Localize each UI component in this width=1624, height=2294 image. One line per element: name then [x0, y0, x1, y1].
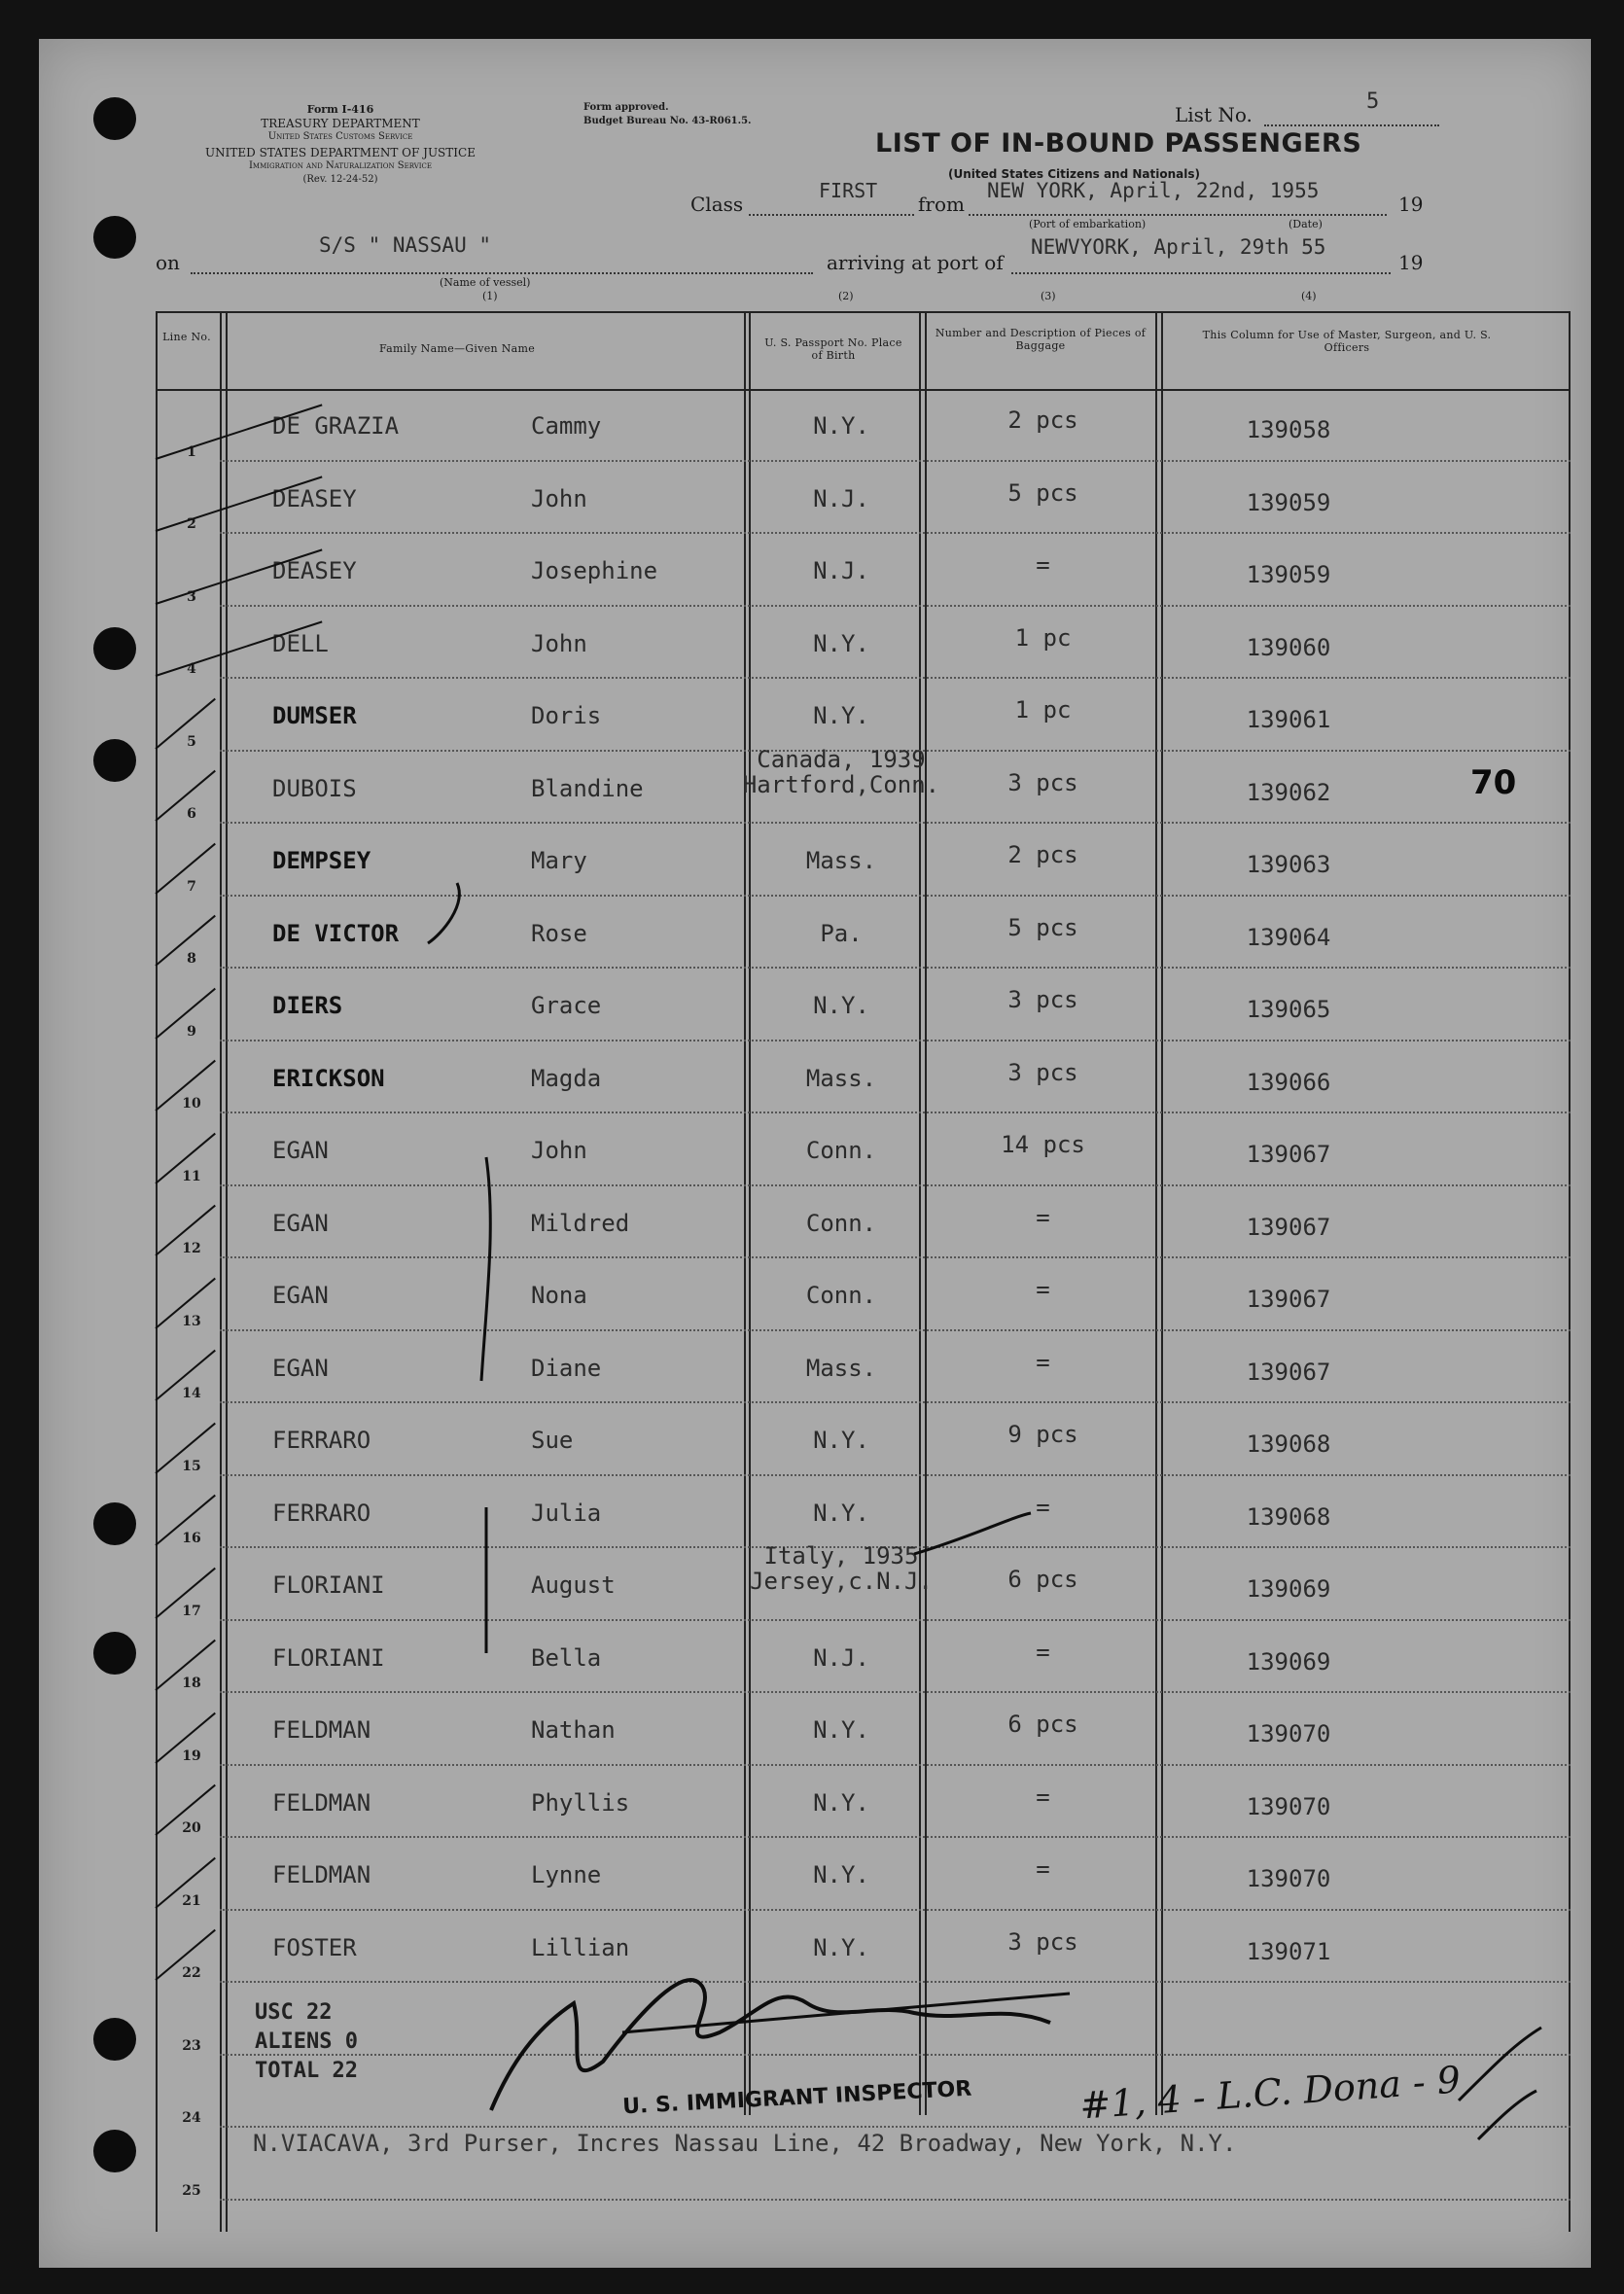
family-name: DEASEY	[272, 484, 357, 512]
given-name: Grace	[531, 992, 602, 1019]
baggage-count: 14 pcs	[1001, 1131, 1085, 1158]
family-name: FERRARO	[272, 1427, 371, 1454]
list-number-value: 5	[1366, 89, 1380, 114]
place-of-birth: N.Y.	[813, 629, 869, 657]
line-number: 14	[182, 1386, 201, 1401]
class-label: Class	[690, 193, 744, 216]
baggage-count: =	[1036, 1782, 1050, 1811]
line-number: 10	[182, 1096, 201, 1112]
table-row	[156, 1766, 1571, 1839]
place-of-birth-note: Italy, 1935	[763, 1542, 919, 1570]
page-subtitle: (United States Citizens and Nationals)	[948, 167, 1200, 181]
col-num-1: (1)	[482, 290, 498, 302]
binder-hole-1	[93, 97, 136, 140]
officer-number: 139071	[1246, 1937, 1331, 1965]
line-number: 23	[182, 2037, 201, 2054]
officer-number: 139067	[1246, 1213, 1331, 1241]
binder-hole-2	[93, 216, 136, 259]
budget-bureau-label: Budget Bureau No. 43-R061.5.	[583, 116, 752, 126]
form-approved-label: Form approved.	[583, 102, 669, 113]
table-row	[156, 1186, 1571, 1259]
list-number-label: List No.	[1175, 103, 1253, 126]
form-number: Form I-416	[306, 103, 374, 116]
given-name: Sue	[531, 1427, 574, 1454]
place-of-birth: Mass.	[805, 1354, 877, 1382]
line-number: 3	[187, 588, 196, 605]
given-name: John	[531, 1137, 587, 1164]
given-name: Lillian	[531, 1933, 630, 1961]
baggage-count: =	[1036, 1855, 1050, 1883]
place-of-birth: Conn.	[805, 1209, 877, 1237]
baggage-count: =	[1036, 1638, 1050, 1666]
officer-number: 139068	[1246, 1502, 1331, 1531]
given-name: Bella	[531, 1643, 602, 1672]
place-of-birth: Mass.	[805, 847, 877, 874]
family-name: EGAN	[272, 1137, 329, 1164]
given-name: Cammy	[531, 412, 602, 440]
table-row	[156, 969, 1571, 1041]
family-name: EGAN	[272, 1209, 329, 1237]
officer-number: 139070	[1246, 1792, 1331, 1820]
table-row	[156, 1542, 1571, 1621]
officer-number: 139069	[1246, 1647, 1331, 1676]
line-number: 25	[182, 2182, 201, 2199]
header-name: Family Name—Given Name	[378, 342, 536, 355]
table-row	[156, 1621, 1571, 1694]
line-number: 24	[182, 2110, 201, 2126]
baggage-count: 3 pcs	[1007, 1927, 1078, 1956]
from-label: from	[918, 193, 965, 216]
baggage-count: 9 pcs	[1007, 1421, 1078, 1448]
place-of-birth: N.Y.	[813, 992, 869, 1019]
place-of-birth: N.Y.	[813, 702, 869, 729]
given-name: Blandine	[531, 774, 644, 802]
given-name: Nathan	[531, 1716, 616, 1744]
table-row	[156, 1331, 1571, 1404]
table-row	[156, 1838, 1571, 1911]
line-number: 16	[182, 1531, 201, 1546]
baggage-count: 3 pcs	[1007, 768, 1078, 796]
on-label: on	[156, 251, 180, 274]
officer-number: 139066	[1246, 1068, 1331, 1096]
form-header-agencies	[156, 103, 525, 187]
place-of-birth: Hartford,Conn.	[742, 770, 940, 798]
port-embarkation-label: (Port of embarkation)	[1029, 218, 1147, 230]
customs-label: United States Customs Service	[267, 131, 413, 142]
officer-number: 139063	[1246, 851, 1331, 878]
table-row	[156, 1041, 1571, 1114]
binder-hole-4	[93, 739, 136, 782]
line-number: 21	[182, 1892, 201, 1909]
family-name: FELDMAN	[272, 1861, 371, 1888]
given-name: Nona	[531, 1282, 587, 1309]
family-name: FELDMAN	[272, 1716, 371, 1744]
line-number: 17	[182, 1603, 201, 1619]
binder-hole-3	[93, 627, 136, 670]
place-of-birth: N.Y.	[813, 1788, 869, 1817]
line-number: 5	[187, 733, 196, 750]
line-number: 2	[187, 516, 196, 532]
officer-number: 139070	[1246, 1865, 1331, 1892]
given-name: Josephine	[531, 557, 658, 584]
vessel-line	[191, 272, 813, 274]
side-number: 70	[1470, 763, 1517, 802]
place-of-birth: N.Y.	[813, 1861, 869, 1888]
given-name: Magda	[531, 1064, 602, 1092]
family-name: ERICKSON	[272, 1064, 385, 1092]
given-name: Doris	[531, 702, 602, 729]
place-of-birth: Jersey,c.N.J.	[750, 1568, 933, 1595]
baggage-count: =	[1036, 1493, 1050, 1521]
given-name: Rose	[531, 919, 587, 947]
table-row	[156, 1911, 1571, 1984]
given-name: Julia	[531, 1499, 602, 1527]
baggage-count: 2 pcs	[1007, 406, 1078, 434]
header-passport: U. S. Passport No. Place of Birth	[764, 336, 902, 362]
header-line-no: Line No.	[162, 331, 211, 343]
line-number: 8	[187, 951, 196, 967]
line-number: 9	[187, 1023, 196, 1040]
given-name: August	[531, 1571, 616, 1599]
baggage-count: 1 pc	[1014, 623, 1072, 652]
place-of-birth: Mass.	[805, 1064, 877, 1092]
line-number: 6	[187, 806, 196, 822]
officer-number: 139062	[1246, 778, 1331, 806]
col-num-4: (4)	[1301, 290, 1317, 302]
baggage-count: =	[1036, 1348, 1050, 1376]
place-of-birth: Pa.	[820, 919, 863, 947]
officer-number: 139067	[1246, 1358, 1331, 1386]
immigrant-inspector-stamp: U. S. IMMIGRANT INSPECTOR	[621, 2076, 972, 2120]
officer-number: 139059	[1246, 561, 1331, 588]
header-baggage: Number and Description of Pieces of Baggage	[935, 327, 1147, 352]
table-row	[156, 462, 1571, 535]
place-of-birth: Conn.	[805, 1137, 877, 1164]
line-number: 19	[182, 1747, 201, 1764]
line-number: 15	[182, 1458, 201, 1474]
line-number: 7	[187, 878, 196, 895]
line-number: 22	[182, 1965, 201, 1981]
justice-label: UNITED STATES DEPARTMENT OF JUSTICE	[205, 146, 476, 159]
row-rule	[220, 2199, 1571, 2201]
arrival-line	[1011, 272, 1391, 274]
given-name: Phyllis	[531, 1788, 630, 1817]
binder-hole-5	[93, 1502, 136, 1545]
family-name: DUBOIS	[272, 774, 357, 802]
page-title: LIST OF IN-BOUND PASSENGERS	[875, 128, 1362, 159]
family-name: FOSTER	[272, 1933, 357, 1961]
from-line	[969, 214, 1387, 216]
passenger-table	[156, 311, 1571, 2232]
family-name: DIERS	[272, 992, 343, 1019]
officer-number: 139068	[1246, 1430, 1331, 1458]
family-name: DEASEY	[272, 557, 357, 584]
usc-count: USC 22	[255, 2000, 333, 2025]
table-row	[156, 534, 1571, 607]
table-row	[156, 1403, 1571, 1476]
family-name: DEMPSEY	[272, 847, 371, 874]
place-of-birth: N.Y.	[813, 1499, 869, 1527]
baggage-count: 1 pc	[1014, 696, 1072, 723]
treasury-label: TREASURY DEPARTMENT	[261, 117, 420, 130]
passenger-summary	[255, 1998, 358, 2086]
line-number: 4	[187, 661, 196, 677]
handwritten-note: #1, 4 - L.C. Dona - 9	[1077, 2058, 1463, 2128]
given-name: Diane	[531, 1354, 602, 1382]
class-line	[749, 214, 914, 216]
date-label: (Date)	[1289, 218, 1323, 230]
binder-hole-8	[93, 2130, 136, 2172]
officer-number: 139069	[1246, 1575, 1331, 1603]
baggage-count: =	[1036, 1276, 1050, 1303]
baggage-count: 5 pcs	[1007, 478, 1078, 507]
officer-number: 139060	[1246, 633, 1331, 661]
binder-hole-7	[93, 2018, 136, 2061]
table-top-border	[156, 311, 1571, 313]
revision-label: (Rev. 12-24-52)	[302, 174, 378, 185]
arrival-value: NEWVYORK, April, 29th 55	[1031, 235, 1326, 259]
place-of-birth: N.Y.	[813, 1427, 869, 1454]
baggage-count: 6 pcs	[1007, 1566, 1078, 1593]
line-number: 20	[182, 1820, 201, 1836]
arriving-label: arriving at port of	[827, 251, 1004, 274]
baggage-count: =	[1036, 551, 1050, 579]
purser-signature-line: N.VIACAVA, 3rd Purser, Incres Nassau Line, 42 Broadway, New York, N.Y.	[253, 2130, 1237, 2157]
class-value: FIRST	[819, 179, 878, 202]
given-name: Mary	[531, 847, 587, 874]
officer-number: 139064	[1246, 923, 1331, 951]
vessel-value: S/S " NASSAU "	[319, 233, 492, 257]
given-name: Mildred	[531, 1209, 630, 1237]
baggage-count: 3 pcs	[1007, 1058, 1078, 1086]
line-number: 1	[187, 443, 196, 460]
officer-number: 139058	[1246, 416, 1331, 443]
table-row	[156, 607, 1571, 680]
line-number: 11	[182, 1168, 201, 1184]
family-name: FERRARO	[272, 1499, 371, 1527]
place-of-birth: Conn.	[805, 1282, 877, 1309]
line-number: 12	[182, 1241, 201, 1256]
table-row	[156, 1983, 1571, 2056]
family-name: FLORIANI	[272, 1571, 385, 1599]
col-num-2: (2)	[838, 290, 854, 302]
total-count: TOTAL 22	[255, 2059, 358, 2083]
place-of-birth: N.J.	[813, 557, 869, 584]
baggage-count: 6 pcs	[1007, 1711, 1078, 1738]
place-of-birth-note: Canada, 1939	[757, 745, 926, 773]
given-name: John	[531, 629, 587, 657]
binder-hole-6	[93, 1632, 136, 1675]
table-row	[156, 1113, 1571, 1186]
officer-number: 139067	[1246, 1141, 1331, 1168]
family-name: FELDMAN	[272, 1788, 371, 1817]
baggage-count: =	[1036, 1203, 1050, 1231]
officer-number: 139065	[1246, 996, 1331, 1023]
place-of-birth: N.Y.	[813, 412, 869, 440]
officer-number: 139059	[1246, 488, 1331, 516]
line-number: 13	[182, 1313, 201, 1329]
officer-number: 139067	[1246, 1286, 1331, 1313]
family-name: EGAN	[272, 1282, 329, 1309]
baggage-count: 2 pcs	[1007, 841, 1078, 868]
vessel-name-label: (Name of vessel)	[440, 276, 531, 289]
year-label-1: 19	[1398, 193, 1424, 216]
baggage-count: 3 pcs	[1007, 986, 1078, 1013]
form-approval	[583, 101, 752, 128]
table-row	[156, 745, 1571, 825]
family-name: DUMSER	[272, 702, 357, 729]
table-row	[156, 679, 1571, 752]
table-row	[156, 389, 1571, 462]
baggage-count: 5 pcs	[1007, 913, 1078, 941]
line-number: 18	[182, 1676, 201, 1691]
table-row	[156, 1476, 1571, 1549]
family-name: DE VICTOR	[272, 919, 400, 947]
table-row	[156, 824, 1571, 897]
header-officers: This Column for Use of Master, Surgeon, and U. S. Officers	[1202, 329, 1492, 354]
officer-number: 139061	[1246, 706, 1331, 733]
given-name: John	[531, 484, 587, 512]
place-of-birth: N.J.	[813, 1643, 869, 1672]
place-of-birth: N.Y.	[813, 1933, 869, 1961]
given-name: Lynne	[531, 1861, 602, 1888]
table-row	[156, 897, 1571, 970]
ins-label: Immigration and Naturalization Service	[248, 160, 433, 171]
aliens-count: ALIENS 0	[255, 2029, 358, 2054]
embarkation-value: NEW YORK, April, 22nd, 1955	[987, 179, 1320, 202]
list-number-line	[1264, 124, 1439, 126]
place-of-birth: N.J.	[813, 484, 869, 512]
col-num-3: (3)	[1041, 290, 1056, 302]
family-name: DELL	[272, 629, 329, 657]
family-name: FLORIANI	[272, 1643, 385, 1672]
place-of-birth: N.Y.	[813, 1716, 869, 1744]
family-name: DE GRAZIA	[272, 412, 400, 440]
family-name: EGAN	[272, 1354, 329, 1382]
table-row	[156, 1693, 1571, 1766]
officer-number: 139070	[1246, 1720, 1331, 1747]
year-label-2: 19	[1398, 251, 1424, 274]
table-row	[156, 1258, 1571, 1331]
